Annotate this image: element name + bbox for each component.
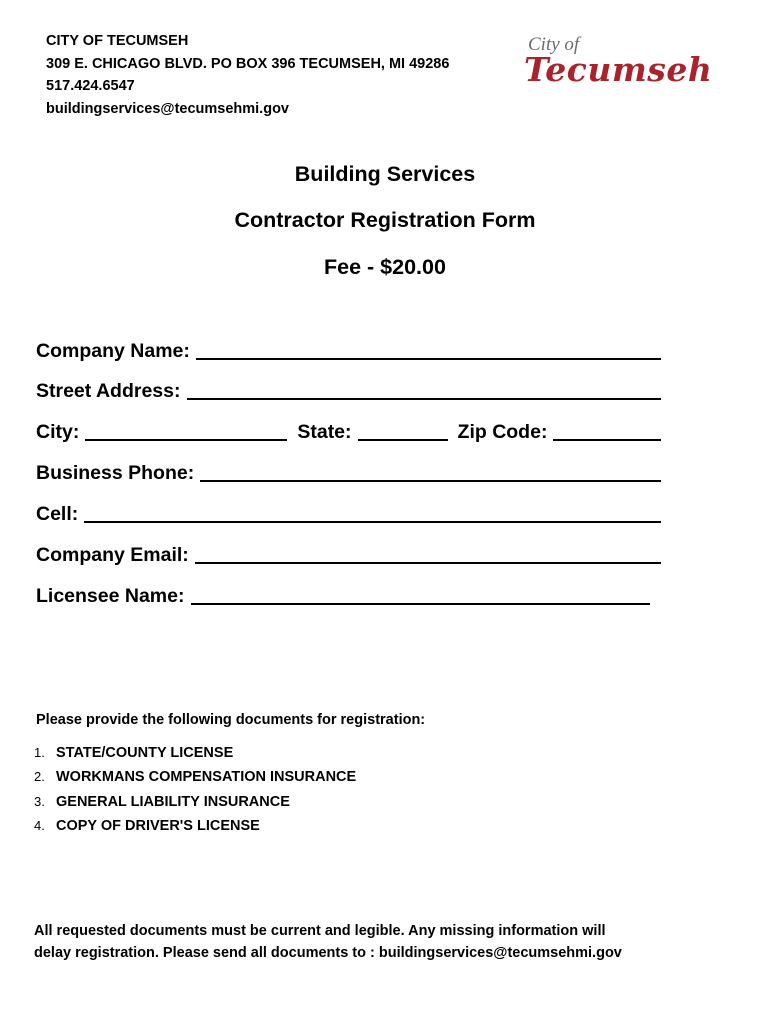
list-item: 3. GENERAL LIABILITY INSURANCE — [34, 793, 290, 810]
cell-field[interactable] — [84, 501, 661, 523]
org-phone: 517.424.6547 — [46, 78, 135, 95]
city-label: City: — [36, 421, 80, 443]
org-email: buildingservices@tecumsehmi.gov — [46, 100, 289, 117]
header-contact-block — [46, 30, 449, 120]
department-title: Building Services — [294, 162, 476, 186]
city-state-zip-row — [36, 416, 661, 444]
licensee-name-label: Licensee Name: — [36, 585, 185, 607]
list-item: 1. STATE/COUNTY LICENSE — [34, 745, 234, 761]
logo-city-of: City of — [528, 34, 580, 55]
company-name-label: Company Name: — [36, 340, 190, 362]
state-label: State: — [297, 421, 352, 443]
business-phone-label: Business Phone: — [36, 462, 195, 484]
licensee-name-field[interactable] — [191, 583, 651, 605]
state-field[interactable] — [358, 419, 448, 441]
licensee-name-row — [36, 580, 650, 608]
logo-tecumseh: Tecumseh — [524, 50, 713, 89]
cell-row — [36, 498, 661, 526]
business-phone-field[interactable] — [200, 460, 661, 482]
form-title: Contractor Registration Form — [234, 208, 536, 232]
org-name: CITY OF TECUMSEH — [46, 33, 189, 49]
street-address-field[interactable] — [187, 378, 662, 400]
city-logo — [524, 34, 713, 100]
documents-intro: Please provide the following documents for registration: — [36, 712, 426, 728]
documents-list — [34, 743, 356, 841]
org-address: 309 E. CHICAGO BLVD. PO BOX 396 TECUMSEH, MI 49286 — [46, 55, 450, 72]
footer-line-1: All requested documents must be current and legible. Any missing information will — [34, 923, 606, 939]
footer-line-2: delay registration. Please send all documents to : buildingservices@tecumsehmi.gov — [34, 945, 622, 961]
zip-label: Zip Code: — [457, 421, 548, 443]
company-name-field[interactable] — [196, 338, 661, 360]
city-field[interactable] — [85, 419, 287, 441]
list-item: 2. WORKMANS COMPENSATION INSURANCE — [34, 769, 357, 786]
company-email-field[interactable] — [195, 542, 661, 564]
company-email-label: Company Email: — [36, 544, 189, 566]
cell-label: Cell: — [36, 503, 79, 525]
street-address-row — [36, 375, 661, 403]
street-address-label: Street Address: — [36, 380, 181, 402]
fee-text: Fee - $20.00 — [324, 255, 446, 279]
company-email-row — [36, 539, 661, 567]
zip-field[interactable] — [553, 419, 661, 441]
company-name-row — [36, 335, 661, 363]
footer-note — [34, 920, 684, 964]
business-phone-row — [36, 457, 661, 485]
list-item: 4. COPY OF DRIVER'S LICENSE — [34, 818, 260, 835]
